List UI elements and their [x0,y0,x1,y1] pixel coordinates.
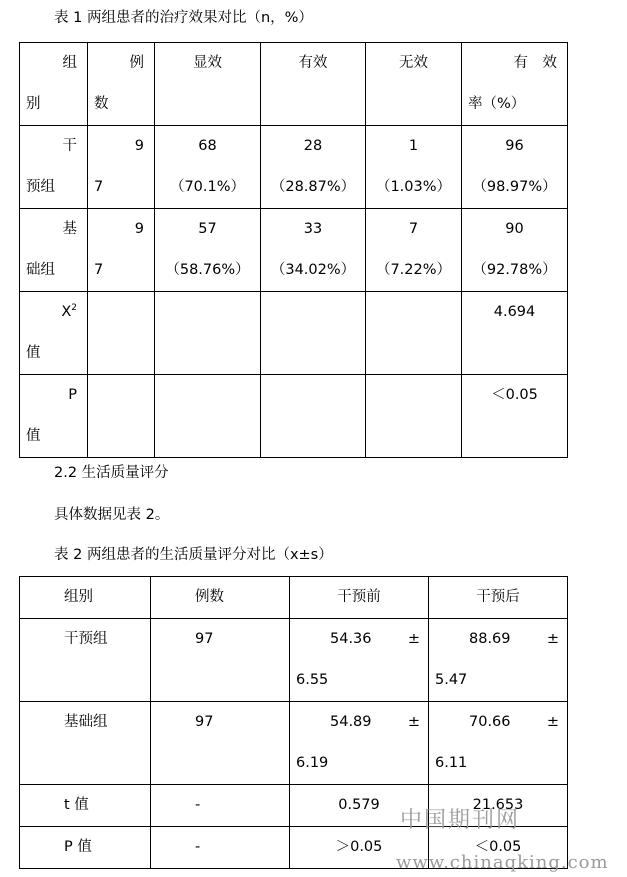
before-cell: 54.89 ± 6.19 [290,702,429,785]
empty-cell [366,292,462,375]
count-cell: 9 7 [88,209,155,292]
empty-cell [366,375,462,458]
table2-row-intervention [20,619,568,702]
header-rate: 有 效 率（%） [462,43,568,126]
marked-cell: 57 （58.76%） [155,209,261,292]
table1-row-chi [20,292,568,375]
p-before-cell: ＞0.05 [290,827,429,869]
section-heading: 2.2 生活质量评分 [54,465,169,481]
ineffective-cell: 7 （7.22%） [366,209,462,292]
p-label-cell: P 值 [20,827,151,869]
chi-label-cell: $X^2$ 值 [20,292,88,375]
t-before-cell: 0.579 [290,785,429,827]
empty-cell [88,292,155,375]
header-ineffective: 无效 [366,43,462,126]
count-cell: 9 7 [88,126,155,209]
table1-header-row [20,43,568,126]
table1 [19,42,568,458]
table1-row-intervention [20,126,568,209]
header-after: 干预后 [429,577,568,619]
header-marked: 显效 [155,43,261,126]
p-label-cell: P 值 [20,375,88,458]
chi-value-cell: 4.694 [462,292,568,375]
p-after-cell: ＜0.05 [429,827,568,869]
p-value-cell: ＜0.05 [462,375,568,458]
table2-caption: 表 2 两组患者的生活质量评分对比（x±s） [54,547,333,563]
empty-cell [261,375,366,458]
table2-row-basic [20,702,568,785]
table1-caption: 表 1 两组患者的治疗效果对比（n，%） [54,10,313,26]
ineffective-cell: 1 （1.03%） [366,126,462,209]
header-count: 例 数 [88,43,155,126]
header-group: 组别 [20,577,151,619]
empty-cell [88,375,155,458]
watermark-cn: 中国期刊网 [400,808,521,833]
group-cell: 基 础组 [20,209,88,292]
group-cell: 干预组 [20,619,151,702]
header-before: 干预前 [290,577,429,619]
count-cell: 97 [151,702,290,785]
table1-row-p [20,375,568,458]
effective-cell: 33 （34.02%） [261,209,366,292]
empty-cell [155,292,261,375]
group-cell: 基础组 [20,702,151,785]
marked-cell: 68 （70.1%） [155,126,261,209]
empty-cell [261,292,366,375]
section-text: 具体数据见表 2。 [54,507,170,523]
rate-cell: 90 （92.78%） [462,209,568,292]
header-count: 例数 [151,577,290,619]
t-label-cell: t 值 [20,785,151,827]
group-cell: 干 预组 [20,126,88,209]
after-cell: 70.66 ± 6.11 [429,702,568,785]
t-count-cell: - [151,785,290,827]
table1-row-basic [20,209,568,292]
header-group: 组 别 [20,43,88,126]
t-after-cell: 21.653 [429,785,568,827]
empty-cell [155,375,261,458]
effective-cell: 28 （28.87%） [261,126,366,209]
table2-header-row [20,577,568,619]
watermark-url: www.chinaqking.com [396,852,609,873]
rate-cell: 96 （98.97%） [462,126,568,209]
p-count-cell: - [151,827,290,869]
header-effective: 有效 [261,43,366,126]
before-cell: 54.36 ± 6.55 [290,619,429,702]
after-cell: 88.69 ± 5.47 [429,619,568,702]
count-cell: 97 [151,619,290,702]
